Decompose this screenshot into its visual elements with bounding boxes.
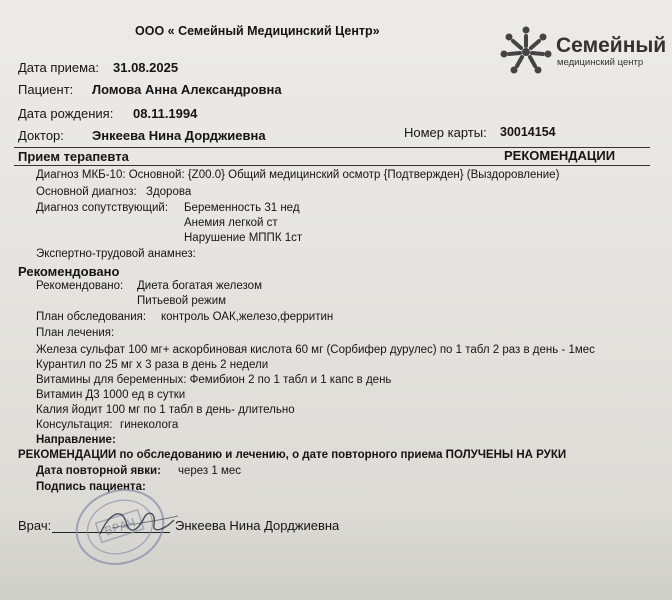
doctor-signature-label: Врач: [18, 518, 52, 533]
section-right: РЕКОМЕНДАЦИИ [504, 148, 616, 163]
diagnosis-mkb: Диагноз МКБ-10: Основной: {Z00.0} Общий медицинский осмотр {Подтвержден} (Выздоровление) [36, 169, 560, 181]
main-diagnosis-label: Основной диагноз: [36, 186, 137, 198]
revisit-value: через 1 мес [178, 465, 242, 477]
treatment-line: Калия йодит 100 мг по 1 табл в день- длительно [36, 404, 295, 416]
recommended-label: Рекомендовано: [36, 280, 124, 292]
org-title: ООО « Семейный Медицинский Центр» [135, 24, 380, 38]
family-circle-logo-icon [498, 24, 554, 80]
exam-plan-label: План обследования: [36, 311, 147, 323]
logo-subtitle: медицинский центр [557, 57, 644, 68]
revisit-label: Дата повторной явки: [36, 465, 161, 477]
co-diagnosis-item: Беременность 31 нед [184, 202, 300, 214]
handwritten-signature-icon [92, 500, 182, 545]
card-label: Номер карты: [404, 125, 487, 140]
consultation-label: Консультация: [36, 419, 113, 431]
svg-text:ВРАЧ: ВРАЧ [102, 515, 138, 539]
treatment-line: Витамин Д3 1000 ед в сутки [36, 389, 186, 401]
dob: 08.11.1994 [133, 106, 198, 121]
visit-date-label: Дата приема: [18, 60, 99, 75]
treatment-line: Курантил по 25 мг х 3 раза в день 2 недели [36, 359, 269, 371]
divider-bottom [14, 165, 650, 166]
dob-label: Дата рождения: [18, 106, 114, 121]
patient-label: Пациент: [18, 82, 74, 97]
main-diagnosis-value: Здорова [146, 186, 192, 198]
treatment-line: Витамины для беременных: Фемибион 2 по 1 табл и 1 капс в день [36, 374, 392, 386]
direction-label: Направление: [36, 434, 116, 446]
expert-anamnesis: Экспертно-трудовой анамнез: [36, 248, 196, 260]
received-note: РЕКОМЕНДАЦИИ по обследованию и лечению, о дате повторного приема ПОЛУЧЕНЫ НА РУКИ [18, 449, 567, 461]
recommended-title: Рекомендовано [18, 264, 120, 279]
exam-plan-value: контроль ОАК,железо,ферритин [161, 311, 334, 323]
card-number: 30014154 [500, 125, 556, 139]
patient-name: Ломова Анна Александровна [92, 82, 282, 97]
co-diagnosis-item: Анемия легкой ст [184, 217, 278, 229]
section-left: Прием терапевта [18, 149, 129, 164]
recommended-item: Питьевой режим [137, 295, 227, 307]
co-diagnosis-label: Диагноз сопутствующий: [36, 202, 169, 214]
co-diagnosis-item: Нарушение МППК 1ст [184, 232, 303, 244]
logo-name: Семейный [556, 34, 667, 57]
doctor-label: Доктор: [18, 128, 64, 143]
consultation-value: гинеколога [120, 419, 179, 431]
recommended-item: Диета богатая железом [137, 280, 262, 292]
visit-date: 31.08.2025 [113, 60, 179, 75]
doctor-name: Энкеева Нина Дорджиевна [92, 128, 266, 143]
treatment-line: Железа сульфат 100 мг+ аскорбиновая кислота 60 мг (Сорбифер дурулес) по 1 табл 2 раз в день - 1мес [36, 344, 595, 356]
patient-signature-label: Подпись пациента: [36, 481, 146, 493]
treatment-plan-label: План лечения: [36, 327, 115, 339]
doctor-signature-name: Энкеева Нина Дорджиевна [175, 518, 340, 533]
